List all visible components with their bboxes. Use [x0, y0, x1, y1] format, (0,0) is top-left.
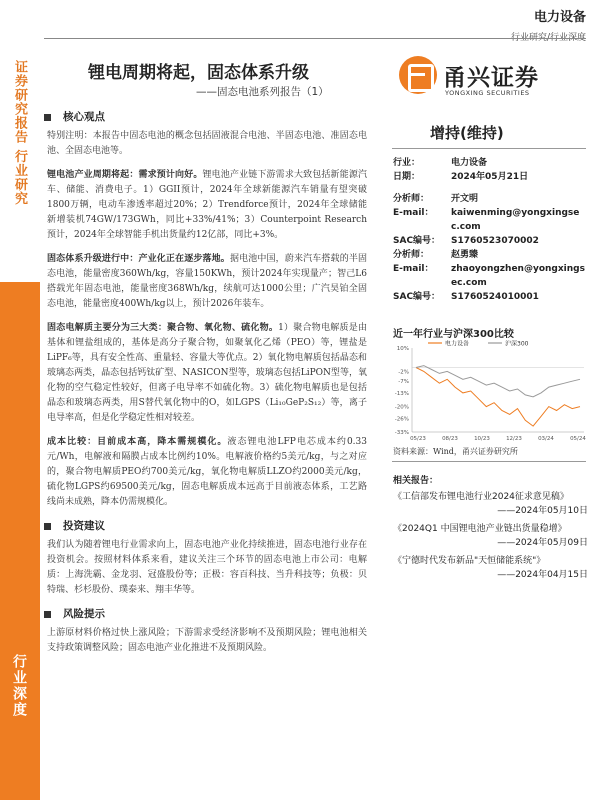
info-key: E-mail：: [393, 208, 434, 218]
header-subtitle: 行业研究/行业深度: [510, 33, 586, 43]
info-key: 分析师：: [393, 250, 430, 260]
x-tick-label: 05/24: [570, 436, 586, 442]
brand-logo: [399, 56, 589, 102]
square-bullet-icon: [44, 523, 51, 530]
risk-paragraph: 上游原材料价格过快上涨风险；下游需求受经济影响不及预期风险；锂电池相关支持政策调整风险；固态电池产业化推进不及预期风险。: [47, 628, 367, 653]
info-key: SAC编号：: [393, 236, 441, 246]
note-paragraph: 特别注明：本报告中固态电池的概念包括固液混合电池、半固态电池、准固态电池、全固态电池等。: [47, 131, 367, 156]
rating-label: 增持(维持): [430, 124, 504, 142]
section-core-head: [44, 110, 367, 125]
x-tick-label: 08/23: [442, 436, 458, 442]
y-tick-label: -20%: [394, 404, 409, 411]
comparison-chart: [388, 338, 588, 448]
related-item-title[interactable]: 《宁德时代发布新品"天恒储能系统"》: [393, 556, 546, 566]
related-item-title[interactable]: 《2024Q1 中国锂电池产业链出货量稳增》: [393, 524, 567, 534]
paragraph-demand: [47, 168, 367, 243]
rating-divider: [392, 148, 586, 149]
info-key: SAC编号：: [393, 292, 441, 302]
related-item-date: ——2024年05月09日: [497, 538, 588, 548]
paragraph-cost: [47, 435, 367, 510]
info-row: [393, 290, 588, 304]
paragraph-demand-body: 锂电池产业链下游需求大致包括新能源汽车、储能、消费电子。1）GGII预计，2024年全球新能源汽车销量有望突破1800万辆，电动车渗透率超过20%；2）Trendforce预计，2024年全球储能新增装机74GW/173GWh，同比+33%/41%；3）Counterpoint Research预计，2024年全球智能手机出货量约12亿部，同比+3%。: [47, 170, 367, 240]
sidebar-top-label: 证券研究报告 行业研究: [12, 60, 27, 206]
paragraph-cost-body: 液态锂电池LFP电芯成本约0.33元/Wh，电解液和隔膜占成本比例约10%。电解液价格约5美元/kg，与之对应的，聚合物电解质PEO约700美元/kg，氧化物电解质LLZO约2000美元/kg，硫化物LGPS约69500美元/kg，固态电解质成本远高于目前液态体系，工艺路线尚未成熟，降本仍需规模化。: [47, 437, 367, 507]
chart-title: 近一年行业与沪深300比较: [393, 329, 514, 340]
info-value: 2024年05月21日: [451, 172, 529, 182]
logo-icon: [399, 56, 437, 94]
paragraph-electrolyte-body: 1）聚合物电解质是由基体和锂盐组成的，基体是高分子聚合物，如聚氧化乙烯（PEO）等，锂盐是LiPF₆等，具有安全性高、重量轻、容量大等优点。2）氧化物电解质包括晶态和玻璃态两类，晶态包括钙钛矿型、NASICON型等，玻璃态包括LiPON型等，氧化物的空气稳定性较好，但离子电导率不如硫化物。3）硫化物电解质也是包括晶态和玻璃态两类，用S替代氧化物中的O，如LGPS（Li₁₀GeP₂S₁₂）等，离子电导率高，但是化学稳定性相对较差。: [47, 323, 367, 423]
info-row: [393, 206, 588, 234]
y-tick-label: -7%: [398, 379, 409, 386]
logo-name: 甬兴证券: [443, 65, 539, 91]
info-row: [393, 262, 588, 290]
info-key: 行业：: [393, 158, 421, 168]
related-reports: [393, 474, 588, 586]
info-row: [393, 192, 588, 206]
analyst-info: [393, 156, 588, 304]
info-row: [393, 234, 588, 248]
main-column: [47, 110, 367, 665]
paragraph-industrialization-lead: 固态体系升级进行中：产业化正在逐步落地。: [47, 254, 230, 264]
report-subtitle: ——固态电池系列报告（1）: [196, 86, 329, 98]
legend-label-a: 电力设备: [445, 340, 470, 348]
series-line-0: [416, 368, 580, 427]
info-key: 日期：: [393, 172, 421, 182]
info-key: E-mail：: [393, 264, 434, 274]
paragraph-industrialization-body: 据电池中国，蔚来汽车搭载的半固态电池，能量密度360Wh/kg，容量150KWh，预计2024年实现量产；智己L6搭载光年固态电池，能量密度368Wh/kg，续航可达1000公里；广汽昊铂全固态电池，能量密度400Wh/kg以上，预计2026年装车。: [47, 254, 367, 309]
related-item-date: ——2024年04月15日: [497, 570, 588, 580]
x-tick-label: 12/23: [506, 436, 522, 442]
info-gap: [393, 184, 588, 192]
chart-source: 资料来源：Wind，甬兴证券研究所: [393, 447, 518, 456]
y-tick-label: 10%: [396, 346, 409, 352]
logo-english: YONGXING SECURITIES: [445, 89, 530, 97]
related-item-title[interactable]: 《工信部发布锂电池行业2024征求意见稿》: [393, 492, 569, 502]
paragraph-electrolyte: [47, 321, 367, 426]
square-bullet-icon: [44, 611, 51, 618]
paragraph-cost-lead: 成本比较：目前成本高，降本需规模化。: [47, 437, 228, 447]
related-heading: 相关报告：: [393, 476, 439, 486]
sidebar-block: [0, 282, 40, 800]
x-tick-label: 03/24: [538, 436, 554, 442]
report-title: 锂电周期将起，固态体系升级: [88, 63, 309, 83]
series-line-1: [416, 366, 580, 397]
y-tick-label: -13%: [394, 390, 409, 397]
info-key: 分析师：: [393, 194, 430, 204]
invest-paragraph: 我们认为随着锂电行业需求向上，固态电池产业化持续推进，固态电池行业存在投资机会。按照材料体系来看，建议关注三个环节的固态电池上市公司：电解质：上海洗霸、金龙羽、冠盛股份等；正极：容百科技、当升科技等；负极：贝特瑞、杉杉股份、璞泰来、翔丰华等。: [47, 540, 367, 595]
info-value: S1760523070002: [451, 236, 539, 246]
x-tick-label: 05/23: [410, 436, 426, 442]
section-invest-head: [44, 519, 367, 534]
y-tick-label: -26%: [394, 416, 409, 423]
paragraph-industrialization: [47, 252, 367, 312]
section-invest-title: 投资建议: [63, 520, 105, 532]
sidebar-block-label: 行业深度: [11, 654, 27, 718]
paragraph-demand-lead: 锂电池产业周期将起：需求预计向好。: [47, 170, 203, 180]
info-value: 赵勇臻: [451, 250, 479, 260]
info-row: [393, 156, 588, 170]
related-item-date: ——2024年05月10日: [497, 506, 588, 516]
email-link[interactable]: zhaoyongzhen@yongxingsec.com: [451, 264, 585, 288]
chart-divider: [392, 461, 586, 462]
info-value: S1760524010001: [451, 292, 539, 302]
section-core-title: 核心观点: [63, 111, 105, 123]
header-industry: 电力设备: [533, 10, 586, 25]
section-risk-head: [44, 607, 367, 622]
x-tick-label: 10/23: [474, 436, 490, 442]
info-value: 开文明: [451, 194, 479, 204]
sidebar-top: [0, 0, 30, 282]
info-row: [393, 248, 588, 262]
legend-label-b: 沪深300: [505, 340, 529, 348]
paragraph-electrolyte-lead: 固态电解质主要分为三大类：聚合物、氧化物、硫化物。: [47, 323, 279, 333]
y-tick-label: -2%: [398, 369, 409, 376]
header-divider: [44, 38, 586, 39]
email-link[interactable]: kaiwenming@yongxingsec.com: [451, 208, 580, 232]
info-value: 电力设备: [451, 158, 488, 168]
info-row: [393, 170, 588, 184]
section-risk-title: 风险提示: [63, 608, 105, 620]
y-tick-label: -33%: [394, 430, 409, 436]
square-bullet-icon: [44, 114, 51, 121]
